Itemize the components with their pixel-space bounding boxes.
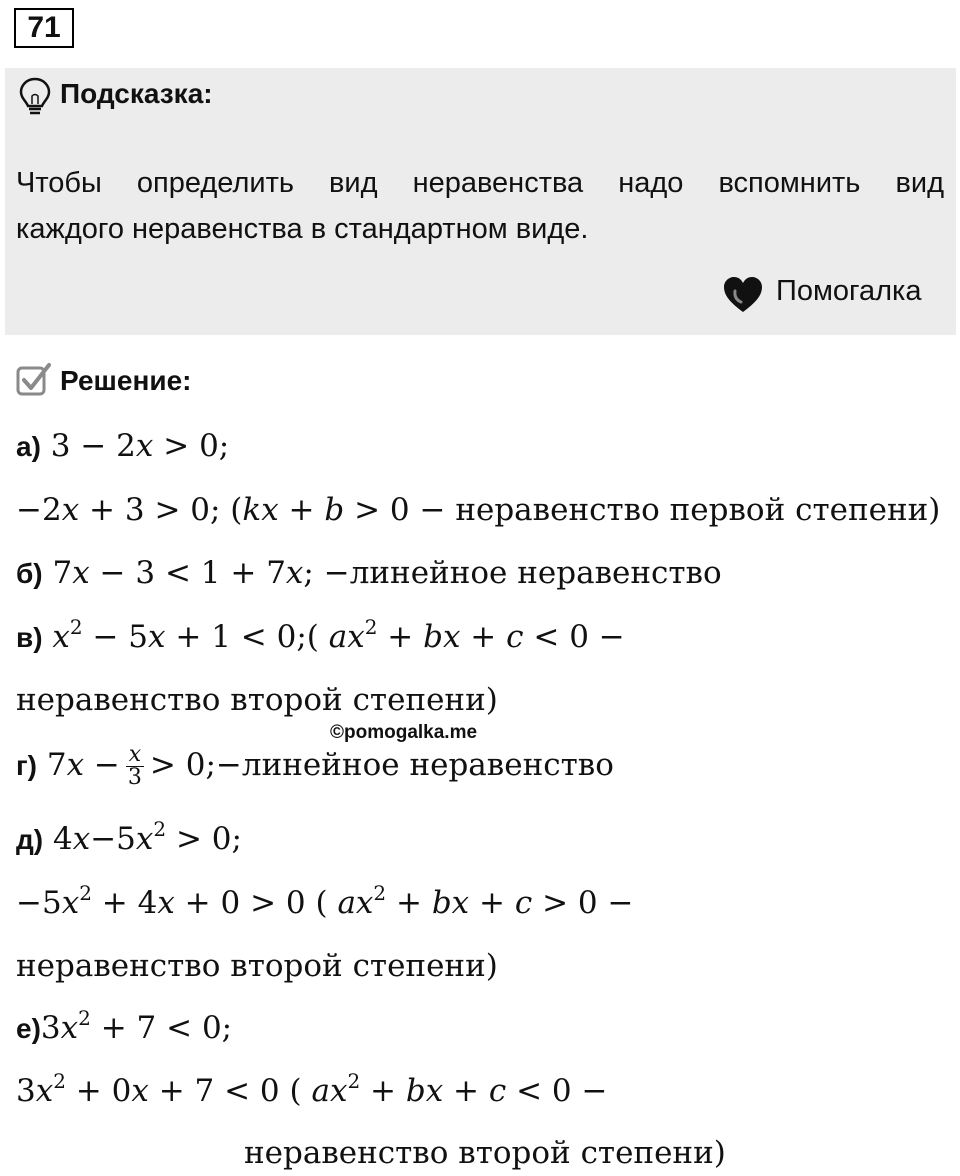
- comment-b: линейное неравенство: [349, 555, 722, 591]
- task-number: 71: [14, 8, 74, 48]
- comment-g: линейное неравенство: [241, 747, 614, 783]
- solution-line-b: б) 7x − 3 < 1 + 7x; −линейное неравенство: [16, 555, 722, 591]
- checkbox-icon: [16, 362, 52, 398]
- comment-e: неравенство второй степени): [244, 1135, 726, 1171]
- solution-line-a: а) 3 − 2x > 0;: [16, 428, 230, 464]
- label-b: б): [16, 558, 43, 589]
- label-v: в): [16, 622, 43, 653]
- hint-text-line-1: Чтобы определить вид неравенства надо вспомнить вид: [16, 167, 944, 199]
- fraction-x-over-3: $\frac{x}{3}$: [127, 742, 142, 790]
- label-g: г): [16, 750, 37, 781]
- hint-text-line-2: каждого неравенства в стандартном виде.: [16, 213, 589, 245]
- comment-v: неравенство второй степени): [16, 682, 498, 718]
- comment-a: неравенство первой степени): [455, 492, 941, 528]
- solution-line-a2: −2x + 3 > 0; (kx + b > 0 − неравенство первой степени): [16, 492, 941, 528]
- solution-line-e2: $3x^2 + 0x + 7 < 0$ ( $ax^2$ + bx + c < 0 −: [16, 1069, 608, 1109]
- comment-d: неравенство второй степени): [16, 948, 498, 984]
- hint-title: Подсказка:: [60, 78, 213, 109]
- solution-line-e: $е)3x^2 + 7 < 0$;: [16, 1006, 233, 1046]
- brand-name: Помогалка: [776, 275, 922, 307]
- solution-line-v: в) $x^2 - 5x + 1$ < 0;( $ax^2$ + bx + c < 0 −: [16, 615, 625, 655]
- label-d: д): [16, 824, 44, 855]
- solution-line-g: г) 7x − $\frac{x}{3}$ > 0;−линейное неравенство: [16, 742, 614, 790]
- solution-line-d2: $-5x^2 + 4x + 0 > 0$ ( $ax^2$ + bx + c > 0 −: [16, 881, 634, 921]
- solution-line-d: д) $4x-5x^2 > 0$;: [16, 817, 242, 857]
- heart-icon: [721, 275, 765, 315]
- label-a: а): [16, 431, 41, 462]
- lightbulb-icon: [18, 76, 52, 118]
- hint-text: [16, 160, 944, 252]
- watermark: ©pomogalka.me: [330, 722, 478, 743]
- solution-title: Решение:: [60, 365, 192, 396]
- label-e: е): [16, 1013, 41, 1044]
